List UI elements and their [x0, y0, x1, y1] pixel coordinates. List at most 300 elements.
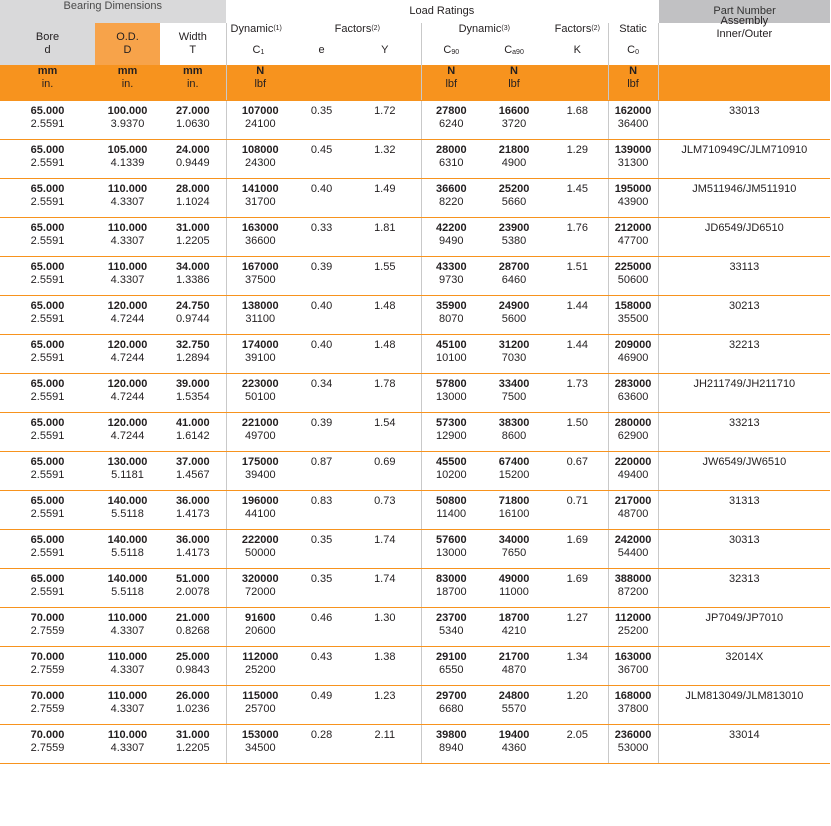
d-mm-value: 65.000	[30, 378, 65, 390]
c0-lbf-value: 50600	[617, 274, 649, 286]
table-row	[0, 257, 830, 296]
T-mm-value: 36.000	[175, 534, 210, 546]
e-cell	[294, 725, 349, 764]
table-row	[0, 569, 830, 608]
table-row	[0, 491, 830, 530]
y-cell	[349, 296, 421, 335]
od-cell	[95, 725, 160, 764]
bore-cell	[0, 491, 95, 530]
D-mm-value: 110.000	[107, 651, 148, 663]
assembly-header: Assembly Inner/Outer	[658, 23, 830, 65]
k-cell	[547, 491, 608, 530]
D-mm-value: 110.000	[107, 261, 148, 273]
e-cell	[294, 335, 349, 374]
k-cell	[547, 725, 608, 764]
part-number-cell	[658, 374, 830, 413]
c90-cell	[421, 530, 481, 569]
c90-cell	[421, 140, 481, 179]
c1-cell	[226, 647, 294, 686]
c90-lbf-value: 6550	[439, 664, 464, 676]
y-value: 0.69	[374, 456, 396, 468]
k-value: 1.51	[566, 261, 588, 273]
part-value: JD6549/JD6510	[704, 222, 784, 234]
d-in-value: 2.5591	[30, 391, 65, 403]
c0-n-value: 209000	[614, 339, 652, 351]
k-cell	[547, 257, 608, 296]
width-header: Width T	[160, 23, 226, 65]
ca90-cell	[481, 140, 547, 179]
c90-lbf-value: 9730	[439, 274, 464, 286]
T-mm-value: 51.000	[175, 573, 210, 585]
width-cell	[160, 647, 226, 686]
c0-n-value: 388000	[614, 573, 652, 585]
D-in-value: 5.1181	[111, 469, 144, 481]
c90-n-value: 29700	[435, 690, 467, 702]
D-in-value: 4.7244	[110, 352, 145, 364]
T-mm-value: 26.000	[175, 690, 210, 702]
c90-lbf-value: 6240	[439, 118, 464, 130]
y-cell	[349, 140, 421, 179]
ca90-cell	[481, 608, 547, 647]
c1-cell	[226, 569, 294, 608]
D-in-value: 5.5118	[111, 586, 144, 598]
units-row	[0, 65, 830, 101]
e-value: 0.45	[310, 144, 333, 156]
k-value: 1.76	[566, 222, 588, 234]
width-cell	[160, 608, 226, 647]
y-value: 1.74	[374, 534, 396, 546]
ca90-cell	[481, 179, 547, 218]
c90-cell	[421, 179, 481, 218]
od-cell	[95, 491, 160, 530]
c0-n-value: 168000	[614, 690, 652, 702]
c0-lbf-value: 35500	[617, 313, 649, 325]
c90-cell	[421, 413, 481, 452]
e-cell	[294, 569, 349, 608]
T-in-value: 0.9744	[175, 313, 210, 325]
c1-cell	[226, 491, 294, 530]
table-row	[0, 530, 830, 569]
D-in-value: 4.3307	[110, 742, 145, 754]
D-mm-value: 140.000	[107, 534, 148, 546]
d-mm-value: 65.000	[30, 417, 65, 429]
e-cell	[294, 218, 349, 257]
D-in-value: 4.3307	[110, 196, 145, 208]
c0-lbf-value: 37800	[617, 703, 649, 715]
table-row	[0, 179, 830, 218]
c1-n-value: 167000	[241, 261, 279, 273]
c0-n-value: 217000	[614, 495, 652, 507]
c90-cell	[421, 335, 481, 374]
d-in-value: 2.5591	[30, 274, 65, 286]
k-value: 1.27	[566, 612, 588, 624]
T-mm-value: 24.750	[175, 300, 210, 312]
ca90-lbf-value: 8600	[501, 430, 527, 442]
k-value: 1.73	[566, 378, 588, 390]
d-mm-value: 65.000	[30, 573, 65, 585]
bore-cell	[0, 647, 95, 686]
width-cell	[160, 296, 226, 335]
c1-cell	[226, 452, 294, 491]
ca90-n-value: 34000	[498, 534, 530, 546]
c0-lbf-value: 36700	[617, 664, 649, 676]
c0-cell	[608, 725, 658, 764]
c0-n-value: 242000	[614, 534, 652, 546]
c0-cell	[608, 647, 658, 686]
d-in-value: 2.5591	[30, 586, 65, 598]
unit-ca90: N lbf	[481, 65, 547, 101]
part-number-cell	[658, 686, 830, 725]
c1-n-value: 115000	[242, 690, 279, 702]
table-row	[0, 452, 830, 491]
ca90-lbf-value: 11000	[499, 586, 529, 598]
c0-n-value: 195000	[614, 183, 652, 195]
d-mm-value: 65.000	[30, 222, 65, 234]
part-number-cell	[658, 179, 830, 218]
part-number-cell	[658, 413, 830, 452]
ca90-n-value: 33400	[498, 378, 530, 390]
part-value: JW6549/JW6510	[702, 456, 787, 468]
c0-cell	[608, 686, 658, 725]
D-in-value: 5.5118	[111, 508, 144, 520]
c0-cell	[608, 296, 658, 335]
unit-od: mm in.	[95, 65, 160, 101]
T-in-value: 1.2205	[175, 742, 210, 754]
k-cell	[547, 686, 608, 725]
bore-cell	[0, 452, 95, 491]
d-in-value: 2.7559	[30, 664, 65, 676]
y-value: 1.23	[374, 690, 396, 702]
bore-cell	[0, 569, 95, 608]
c90-cell	[421, 608, 481, 647]
factors-a-header: Factors$^{(2)}$	[334, 23, 380, 35]
e-cell	[294, 374, 349, 413]
load-ratings-header: Load Ratings	[226, 0, 658, 23]
c90-n-value: 39800	[435, 729, 467, 741]
y-value: 1.72	[374, 105, 396, 117]
c90-lbf-value: 8070	[439, 313, 464, 325]
od-cell	[95, 257, 160, 296]
c0-n-value: 139000	[614, 144, 652, 156]
c90-lbf-value: 13000	[435, 547, 467, 559]
c90-cell	[421, 569, 481, 608]
D-in-value: 4.3307	[110, 703, 145, 715]
y-cell	[349, 374, 421, 413]
e-header: e	[318, 44, 325, 56]
D-in-value: 4.7244	[110, 313, 145, 325]
c90-n-value: 29100	[435, 651, 467, 663]
c1-n-value: 163000	[241, 222, 279, 234]
part-value: 33213	[729, 417, 760, 429]
y-cell	[349, 608, 421, 647]
c90-lbf-value: 10200	[435, 469, 467, 481]
c90-n-value: 50800	[435, 495, 467, 507]
c90-cell	[421, 725, 481, 764]
ca90-lbf-value: 5600	[501, 313, 527, 325]
T-mm-value: 36.000	[175, 495, 210, 507]
c0-lbf-value: 47700	[617, 235, 649, 247]
T-in-value: 1.4567	[175, 469, 210, 481]
part-value: JM511946/JM511910	[692, 183, 797, 195]
part-value: 31313	[729, 495, 760, 507]
k-cell	[547, 296, 608, 335]
dynamic3-header: Dynamic$^{(3)}$	[421, 23, 547, 44]
width-cell	[160, 725, 226, 764]
ca90-cell	[481, 296, 547, 335]
e-cell	[294, 491, 349, 530]
D-in-value: 4.7244	[110, 391, 145, 403]
od-cell	[95, 140, 160, 179]
T-mm-value: 37.000	[175, 456, 210, 468]
d-mm-value: 65.000	[30, 495, 65, 507]
d-mm-value: 65.000	[30, 261, 65, 273]
y-value: 1.54	[374, 417, 396, 429]
ca90-lbf-value: 4210	[501, 625, 527, 637]
od-cell	[95, 335, 160, 374]
c0-lbf-value: 25200	[617, 625, 649, 637]
ca90-lbf-value: 6460	[501, 274, 527, 286]
k-value: 1.29	[566, 144, 588, 156]
e-value: 0.43	[310, 651, 333, 663]
c0-lbf-value: 63600	[617, 391, 649, 403]
y-value: 1.55	[374, 261, 396, 273]
bore-cell	[0, 140, 95, 179]
c1-cell	[226, 140, 294, 179]
c0-cell	[608, 140, 658, 179]
c0-n-value: 112000	[615, 612, 652, 624]
T-in-value: 1.5354	[175, 391, 210, 403]
od-cell	[95, 452, 160, 491]
od-cell	[95, 218, 160, 257]
width-cell	[160, 218, 226, 257]
part-value: JH211749/JH211710	[693, 378, 796, 390]
T-mm-value: 31.000	[175, 222, 210, 234]
d-in-value: 2.5591	[30, 196, 65, 208]
d-in-value: 2.7559	[30, 703, 65, 715]
e-cell	[294, 140, 349, 179]
e-value: 0.39	[310, 417, 333, 429]
y-value: 1.32	[374, 144, 396, 156]
static-header: Static	[608, 23, 658, 44]
part-value: 32313	[729, 573, 760, 585]
c1-n-value: 222000	[241, 534, 279, 546]
c0-lbf-value: 43900	[617, 196, 649, 208]
ca90-lbf-value: 5380	[501, 235, 527, 247]
bore-cell	[0, 296, 95, 335]
T-in-value: 1.1024	[175, 196, 210, 208]
k-cell	[547, 179, 608, 218]
k-value: 1.34	[566, 651, 588, 663]
T-in-value: 1.3386	[175, 274, 210, 286]
e-cell	[294, 647, 349, 686]
e-value: 0.40	[310, 300, 333, 312]
c0-lbf-value: 49400	[617, 469, 649, 481]
c1-lbf-value: 31100	[245, 313, 276, 325]
c1-n-value: 91600	[244, 612, 276, 624]
c0-lbf-value: 46900	[617, 352, 649, 364]
D-mm-value: 100.000	[107, 105, 148, 117]
part-value: 33113	[729, 261, 760, 273]
c1-n-value: 141000	[241, 183, 279, 195]
ca90-lbf-value: 3720	[501, 118, 527, 130]
c90-cell	[421, 491, 481, 530]
D-mm-value: 105.000	[107, 144, 148, 156]
ca90-cell	[481, 335, 547, 374]
c1-lbf-value: 44100	[244, 508, 276, 520]
bore-cell	[0, 179, 95, 218]
e-value: 0.28	[310, 729, 333, 741]
c1-cell	[226, 530, 294, 569]
d-mm-value: 65.000	[30, 105, 65, 117]
od-cell	[95, 374, 160, 413]
table-row	[0, 140, 830, 179]
ca90-lbf-value: 7500	[501, 391, 527, 403]
od-header: O.D. D	[95, 23, 160, 65]
c1-lbf-value: 34500	[244, 742, 276, 754]
T-in-value: 0.9843	[175, 664, 210, 676]
T-in-value: 1.2894	[175, 352, 210, 364]
c0-cell	[608, 257, 658, 296]
D-mm-value: 120.000	[107, 339, 148, 351]
unit-c90: N lbf	[421, 65, 481, 101]
ca90-lbf-value: 16100	[498, 508, 530, 520]
unit-width: mm in.	[160, 65, 226, 101]
c0-cell	[608, 569, 658, 608]
y-value: 1.49	[374, 183, 396, 195]
e-value: 0.33	[310, 222, 333, 234]
d-mm-value: 65.000	[30, 300, 65, 312]
width-cell	[160, 491, 226, 530]
e-value: 0.39	[310, 261, 333, 273]
ca90-cell	[481, 374, 547, 413]
D-in-value: 4.3307	[110, 664, 145, 676]
c0-cell	[608, 608, 658, 647]
c0-cell	[608, 218, 658, 257]
part-value: JP7049/JP7010	[705, 612, 784, 624]
c1-cell	[226, 725, 294, 764]
T-mm-value: 28.000	[175, 183, 210, 195]
od-cell	[95, 647, 160, 686]
c90-cell	[421, 257, 481, 296]
c1-lbf-value: 72000	[244, 586, 276, 598]
ca90-lbf-value: 5660	[501, 196, 527, 208]
ca90-lbf-value: 4900	[501, 157, 527, 169]
table-row	[0, 686, 830, 725]
unit-bore: mm in.	[0, 65, 95, 101]
d-in-value: 2.5591	[30, 547, 65, 559]
y-cell	[349, 686, 421, 725]
bore-cell	[0, 374, 95, 413]
c90-lbf-value: 8940	[439, 742, 464, 754]
c90-lbf-value: 6310	[439, 157, 464, 169]
c0-lbf-value: 48700	[617, 508, 649, 520]
width-cell	[160, 686, 226, 725]
c1-lbf-value: 24100	[244, 118, 276, 130]
c90-n-value: 83000	[435, 573, 467, 585]
ca90-cell	[481, 452, 547, 491]
ca90-n-value: 71800	[498, 495, 530, 507]
part-number-cell	[658, 101, 830, 140]
k-value: 1.50	[566, 417, 588, 429]
ca90-lbf-value: 4870	[501, 664, 527, 676]
c1-lbf-value: 24300	[244, 157, 276, 169]
od-cell	[95, 179, 160, 218]
D-mm-value: 120.000	[107, 417, 148, 429]
c1-cell	[226, 179, 294, 218]
D-mm-value: 140.000	[107, 573, 148, 585]
D-mm-value: 120.000	[107, 378, 148, 390]
T-in-value: 1.0236	[175, 703, 210, 715]
k-cell	[547, 530, 608, 569]
c90-lbf-value: 8220	[439, 196, 464, 208]
y-value: 1.38	[374, 651, 396, 663]
ca90-n-value: 67400	[498, 456, 530, 468]
bore-cell	[0, 257, 95, 296]
c90-n-value: 28000	[435, 144, 467, 156]
T-in-value: 1.0630	[175, 118, 210, 130]
c90-cell	[421, 686, 481, 725]
ca90-cell	[481, 101, 547, 140]
bore-cell	[0, 101, 95, 140]
c90-n-value: 57600	[435, 534, 467, 546]
c1-lbf-value: 50100	[244, 391, 276, 403]
c0-lbf-value: 53000	[617, 742, 649, 754]
c1-cell	[226, 101, 294, 140]
c0-n-value: 220000	[614, 456, 652, 468]
k-cell	[547, 335, 608, 374]
c1-cell	[226, 686, 294, 725]
y-cell	[349, 218, 421, 257]
D-mm-value: 140.000	[107, 495, 148, 507]
k-cell	[547, 413, 608, 452]
table-row	[0, 647, 830, 686]
c1-n-value: 320000	[241, 573, 279, 585]
y-value: 1.74	[374, 573, 396, 585]
c1-lbf-value: 36600	[244, 235, 276, 247]
k-value: 1.69	[566, 573, 588, 585]
e-value: 0.35	[310, 573, 333, 585]
ca90-cell	[481, 491, 547, 530]
ca90-n-value: 18700	[498, 612, 530, 624]
c1-lbf-value: 25700	[244, 703, 276, 715]
c1-lbf-value: 25200	[244, 664, 276, 676]
d-in-value: 2.7559	[30, 625, 65, 637]
c1-n-value: 108000	[241, 144, 279, 156]
e-value: 0.40	[310, 183, 333, 195]
c0-n-value: 162000	[614, 105, 652, 117]
od-cell	[95, 530, 160, 569]
d-mm-value: 65.000	[30, 456, 65, 468]
y-value: 1.48	[374, 300, 396, 312]
ca90-cell	[481, 530, 547, 569]
c1-lbf-value: 20600	[244, 625, 276, 637]
ca90-n-value: 31200	[498, 339, 530, 351]
d-mm-value: 70.000	[30, 651, 65, 663]
e-cell	[294, 452, 349, 491]
d-mm-value: 70.000	[30, 612, 65, 624]
bore-cell	[0, 218, 95, 257]
e-cell	[294, 686, 349, 725]
part-value: 30313	[729, 534, 760, 546]
c90-header: $C_{90}$	[421, 44, 481, 65]
c1-n-value: 196000	[241, 495, 279, 507]
unit-c1: N lbf	[226, 65, 294, 101]
c90-cell	[421, 296, 481, 335]
e-cell	[294, 608, 349, 647]
T-mm-value: 24.000	[175, 144, 210, 156]
d-in-value: 2.5591	[30, 313, 65, 325]
k-cell	[547, 569, 608, 608]
